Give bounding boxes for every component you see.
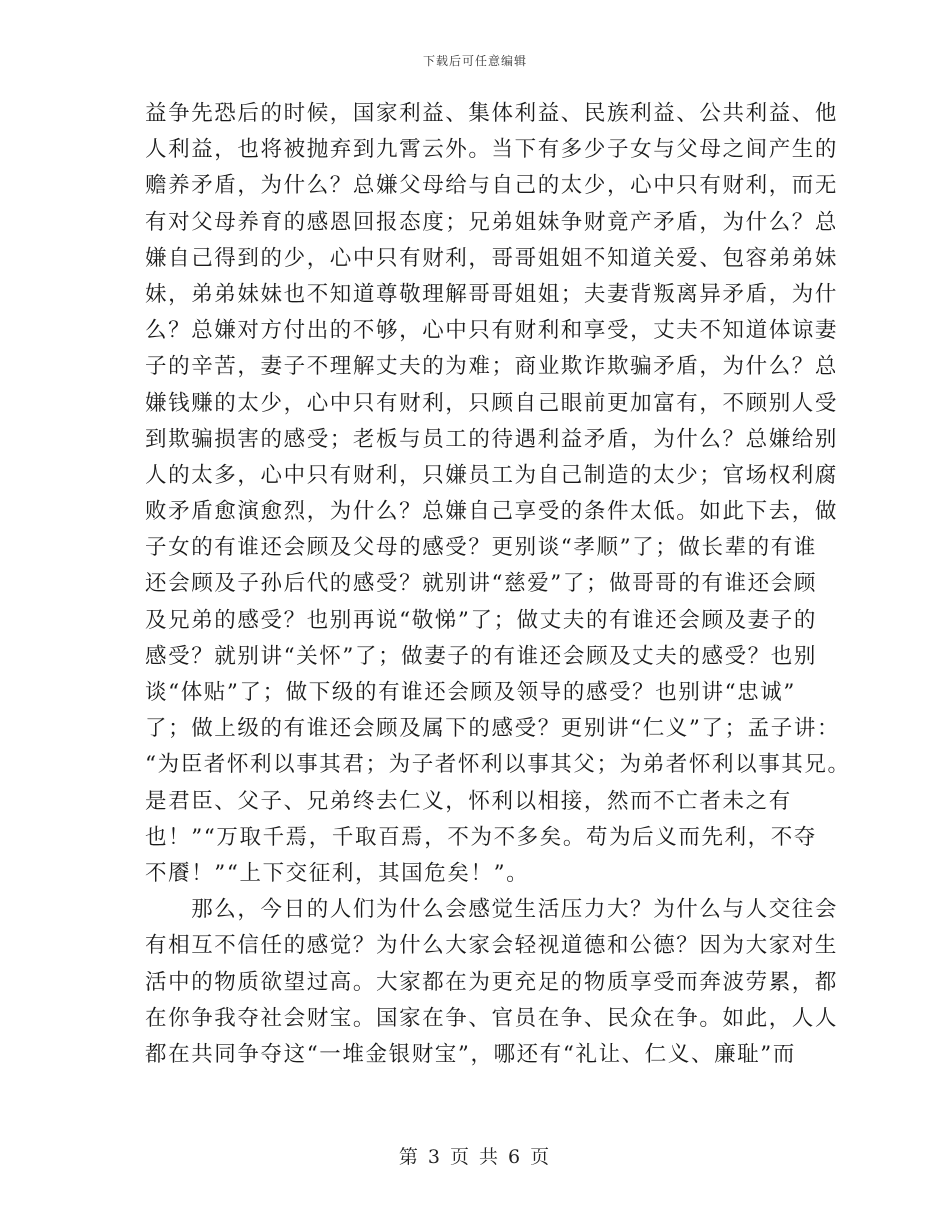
text-line: 子女的有谁还会顾及父母的感受？更别谈“孝顺”了；做长辈的有谁 (145, 535, 817, 561)
paragraph-1 (145, 96, 851, 892)
text-line: 嫌自己得到的少，心中只有财利，哥哥姐姐不知道关爱、包容弟弟妹 (145, 245, 839, 271)
text-line: 是君臣、父子、兄弟终去仁义，怀利以相接，然而不亡者未之有 (145, 788, 792, 814)
text-line: 妹，弟弟妹妹也不知道尊敬理解哥哥姐姐；夫妻背叛离异矛盾，为什 (145, 281, 839, 307)
text-line: 活中的物质欲望过高。大家都在为更充足的物质享受而奔波劳累，都 (145, 969, 839, 995)
text-line: 还会顾及子孙后代的感受？就别讲“慈爱”了；做哥哥的有谁还会顾 (145, 571, 817, 597)
text-line: 在你争我夺社会财宝。国家在争、官员在争、民众在争。如此，人人 (145, 1005, 839, 1031)
text-line: 及兄弟的感受？也别再说“敬悌”了；做丈夫的有谁还会顾及妻子的 (145, 607, 817, 633)
text-line: 么？总嫌对方付出的不够，心中只有财利和享受，丈夫不知道体谅妻 (145, 318, 839, 344)
text-line: 有相互不信任的感觉？为什么大家会轻视道德和公德？因为大家对生 (145, 933, 839, 959)
body-text (145, 96, 851, 1073)
text-line: 益争先恐后的时候，国家利益、集体利益、民族利益、公共利益、他 (145, 101, 839, 126)
text-line: 人的太多，心中只有财利，只嫌员工为自己制造的太少；官场权利腐 (145, 462, 839, 488)
text-line: 子的辛苦，妻子不理解丈夫的为难；商业欺诈欺骗矛盾，为什么？总 (145, 354, 839, 380)
text-line: 那么，今日的人们为什么会感觉生活压力大？为什么与人交往会 (145, 897, 839, 923)
text-line: 都在共同争夺这“一堆金银财宝”，哪还有“礼让、仁义、廉耻”而 (145, 1041, 796, 1067)
page-number: 第 3 页 共 6 页 (398, 1146, 552, 1168)
text-line: 也！”“万取千焉，千取百焉，不为不多矣。苟为后义而先利，不夺 (145, 824, 817, 850)
text-line: 到欺骗损害的感受；老板与员工的待遇利益矛盾，为什么？总嫌给别 (145, 426, 839, 452)
page-header: 下载后可任意编辑 (422, 54, 527, 68)
text-line: 感受？就别讲“关怀”了；做妻子的有谁还会顾及丈夫的感受？也别 (145, 643, 817, 669)
text-line: 败矛盾愈演愈烈，为什么？总嫌自己享受的条件太低。如此下去，做 (145, 499, 839, 525)
paragraph-2 (145, 892, 839, 1073)
text-line: “为臣者怀利以事其君；为子者怀利以事其父；为弟者怀利以事其兄。 (145, 752, 851, 778)
text-line: 嫌钱赚的太少，心中只有财利，只顾自己眼前更加富有，不顾别人受 (145, 390, 839, 416)
text-line: 人利益，也将被抛弃到九霄云外。当下有多少子女与父母之间产生的 (145, 137, 839, 163)
text-line: 有对父母养育的感恩回报态度；兄弟姐妹争财竟产矛盾，为什么？总 (145, 209, 839, 235)
text-line: 不餍！”“上下交征利，其国危矣！”。 (145, 860, 530, 886)
text-line: 赡养矛盾，为什么？总嫌父母给与自己的太少，心中只有财利，而无 (145, 173, 839, 199)
text-line: 了；做上级的有谁还会顾及属下的感受？更别讲“仁义”了；孟子讲： (145, 716, 841, 742)
text-line: 谈“体贴”了；做下级的有谁还会顾及领导的感受？也别讲“忠诚” (145, 680, 796, 705)
